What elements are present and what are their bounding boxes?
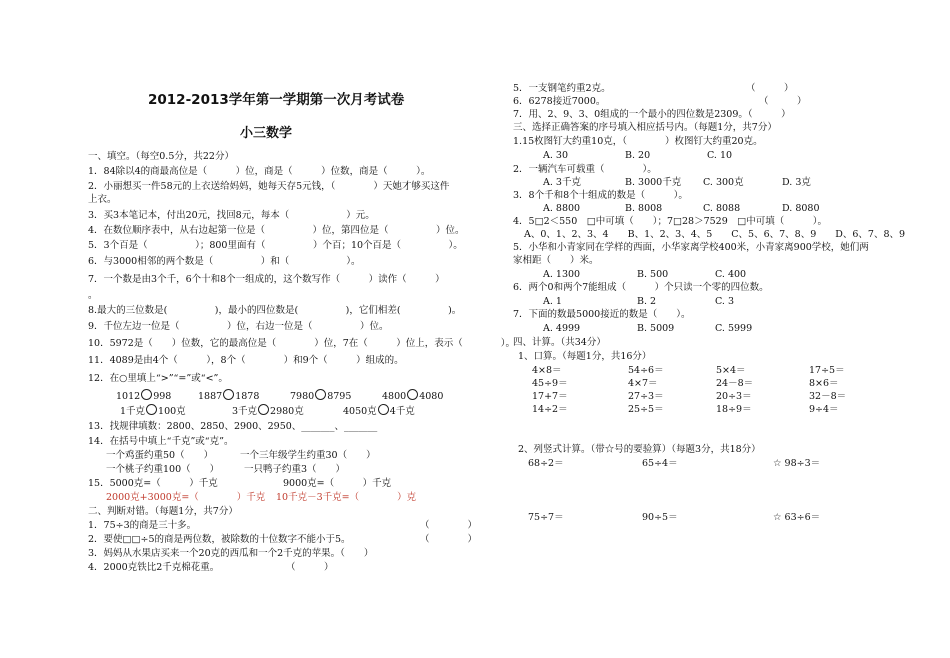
compare-circle[interactable] [407, 389, 418, 400]
question-14-item-2: 一个三年级学生约重30（ ） [240, 450, 376, 461]
question-4: 4．在数位顺序表中，从右边起第一位是（ ）位，第四位是（ ）位。 [88, 225, 465, 236]
vertical-2-3: ☆ 63÷6＝ [773, 512, 821, 523]
question-7-cont: 。 [88, 290, 98, 301]
compare-5-left: 1千克 [120, 406, 146, 417]
choice-3-d: D. 8080 [782, 203, 820, 214]
oral-3-1: 17+7＝ [532, 391, 568, 402]
compare-2-left: 1887 [198, 391, 223, 402]
choice-3-b: B. 8008 [625, 203, 663, 214]
question-15-d: 10千克－3千克=（ ）克 [276, 492, 417, 503]
choice-5-cont: 家相距（ ）米。 [513, 255, 599, 266]
compare-4-right: 4080 [419, 391, 444, 402]
oral-2-1: 45÷9＝ [532, 378, 568, 389]
compare-row-2b [232, 404, 304, 418]
compare-4-left: 4800 [382, 391, 407, 402]
oral-2-2: 4×7＝ [628, 378, 658, 389]
compare-circle[interactable] [258, 404, 269, 415]
judge-5: 5．一支钢笔约重2克。 [513, 83, 611, 94]
judge-1: 1．75÷3的商是三十多。 [88, 520, 197, 531]
question-15-c: 2000克+3000克=（ ）千克 [106, 492, 266, 503]
question-14-item-4: 一只鸭子约重3（ ） [244, 464, 346, 475]
judge-6-paren: （ ） [759, 96, 807, 107]
compare-circle[interactable] [141, 389, 152, 400]
question-7: 7．一个数是由3个千，6个十和8个一组成的，这个数写作（ ）读作（ ） [88, 274, 445, 285]
judge-2: 2．要使□□÷5的商是两位数，被除数的十位数字不能小于5。 [88, 534, 351, 545]
vertical-1-3: ☆ 98÷3＝ [773, 458, 821, 469]
choice-6: 6．两个0和两个7能组成（ ）个只读一个零的四位数。 [513, 282, 769, 293]
choice-6-c: C. 3 [715, 296, 735, 307]
oral-4-3: 18÷9＝ [716, 404, 752, 415]
choice-3: 3．8个千和8个十组成的数是（ ）。 [513, 190, 688, 201]
choice-2-d: D. 3克 [782, 177, 811, 188]
choice-2: 2．一辆汽车可载重（ ）。 [513, 164, 657, 175]
judge-7: 7．用、2、9、3、0组成的一个最小的四位数是2309。（ ） [513, 109, 791, 120]
oral-4-4: 9÷4＝ [809, 404, 839, 415]
oral-2-3: 24－8＝ [716, 378, 754, 389]
oral-4-2: 25÷5＝ [628, 404, 664, 415]
section-2-heading: 二、判断对错。（每题1分，共7分） [88, 506, 238, 517]
judge-2-paren: （ ） [420, 534, 478, 545]
judge-4: 4．2000克铁比2千克棉花重。 [88, 562, 220, 573]
choice-5: 5．小华和小青家同在学样的西面，小华家离学校400米，小青家离900学校，她们两 [513, 242, 869, 253]
choice-7: 7．下面的数最5000接近的数是（ ）。 [513, 309, 691, 320]
choice-2-a: A. 3千克 [543, 177, 581, 188]
compare-3-left: 7980 [290, 391, 315, 402]
question-14-item-3: 一个桃子约重100（ ） [106, 464, 220, 475]
question-14-item-1: 一个鸡蛋约重50（ ） [106, 450, 214, 461]
choice-2-b: B. 3000千克 [625, 177, 682, 188]
question-3: 3．买3本笔记本，付出20元，找回8元，每本（ ）元。 [88, 210, 375, 221]
question-12: 12．在○里填上“>”“=”或“<”。 [88, 373, 228, 384]
question-6: 6．与3000相邻的两个数是（ ）和（ ）。 [88, 256, 361, 267]
oral-heading: 1、口算。（每题1分，共16分） [518, 351, 652, 362]
compare-7-right: 4千克 [389, 406, 415, 417]
choice-5-c: C. 400 [715, 269, 747, 280]
choice-1-a: A. 30 [543, 150, 568, 161]
question-15-a: 15．5000克=（ ）千克 [88, 478, 218, 489]
compare-row-1 [116, 389, 171, 403]
oral-2-4: 8×6＝ [809, 378, 839, 389]
judge-1-paren: （ ） [420, 520, 478, 531]
vertical-1-2: 65÷4＝ [642, 458, 678, 469]
exam-title: 2012-2013学年第一学期第一次月考试卷 [148, 92, 405, 108]
compare-circle[interactable] [223, 389, 234, 400]
judge-6: 6．6278接近7000。 [513, 96, 606, 107]
choice-7-a: A. 4999 [543, 323, 581, 334]
oral-3-2: 27÷3＝ [628, 391, 664, 402]
compare-row-1b [198, 389, 259, 403]
compare-6-left: 3千克 [232, 406, 258, 417]
oral-1-2: 54÷6＝ [628, 365, 664, 376]
question-1: 1．84除以4的商最高位是（ ）位，商是（ ）位数，商是（ ）。 [88, 166, 431, 177]
vertical-2-2: 90÷5＝ [642, 512, 678, 523]
exam-subtitle: 小三数学 [240, 126, 293, 141]
vertical-1-1: 68÷2＝ [528, 458, 564, 469]
compare-1-right: 998 [153, 391, 172, 402]
question-8: 8.最大的三位数是( )，最小的四位数是( )，它们相差( )。 [88, 305, 462, 316]
section-3-heading: 三、选择正确答案的序号填入相应括号内。（每题1分，共7分） [513, 122, 777, 133]
compare-6-right: 2980克 [270, 406, 304, 417]
oral-1-4: 17÷5＝ [809, 365, 845, 376]
choice-2-c: C. 300克 [703, 177, 744, 188]
oral-1-1: 4×8＝ [532, 365, 562, 376]
section-1-heading: 一、填空。（每空0.5分，共22分） [88, 151, 234, 162]
choice-7-c: C. 5999 [715, 323, 753, 334]
choice-5-a: A. 1300 [543, 269, 581, 280]
question-10: 10．5972是（ ）位数，它的最高位是（ ）位，7在（ ）位上，表示（ ）。 [88, 338, 516, 349]
vertical-heading: 2、列竖式计算。（带☆号的要验算）（每题3分，共18分） [518, 444, 761, 455]
question-14: 14．在括号中填上“千克”或“克”。 [88, 436, 234, 447]
question-2: 2．小丽想买一件58元的上衣送给妈妈，她每天存5元钱，（ ）天她才够买这件 [88, 181, 450, 192]
question-2-cont: 上衣。 [88, 194, 117, 205]
section-4-heading: 四、计算。（共34分） [513, 337, 606, 348]
compare-row-1c [290, 389, 351, 403]
compare-circle[interactable] [146, 404, 157, 415]
question-15-b: 9000克=（ ）千克 [283, 478, 392, 489]
compare-circle[interactable] [378, 404, 389, 415]
oral-4-1: 14÷2＝ [532, 404, 568, 415]
choice-4-options: A、0、1、2、3、4 B、1、2、3、4、5 C、5、6、7、8、9 D、6、7、8、9 [524, 229, 906, 240]
question-13: 13．找规律填数：2800、2850、2900、2950、_______、_______ [88, 421, 378, 432]
compare-3-right: 8795 [327, 391, 352, 402]
oral-1-3: 5×4＝ [716, 365, 746, 376]
compare-row-2c [343, 404, 415, 418]
judge-5-paren: （ ） [746, 83, 794, 94]
compare-1-left: 1012 [116, 391, 141, 402]
choice-1: 1.15枚图钉大约重10克，（ ）枚图钉大约重20克。 [513, 136, 763, 147]
choice-6-b: B. 2 [637, 296, 657, 307]
compare-7-left: 4050克 [343, 406, 377, 417]
compare-2-right: 1878 [235, 391, 260, 402]
judge-4-paren: （ ） [286, 562, 334, 573]
compare-row-2 [120, 404, 186, 418]
compare-row-1d [382, 389, 443, 403]
choice-7-b: B. 5009 [637, 323, 675, 334]
choice-6-a: A. 1 [543, 296, 562, 307]
compare-circle[interactable] [315, 389, 326, 400]
oral-3-3: 20÷3＝ [716, 391, 752, 402]
choice-1-c: C. 10 [707, 150, 733, 161]
question-11: 11．4089是由4个（ ），8个（ ）和9个（ ）组成的。 [88, 355, 404, 366]
oral-3-4: 32－8＝ [809, 391, 847, 402]
question-5: 5．3个百是（ ）；800里面有（ ）个百；10个百是（ ）。 [88, 240, 463, 251]
choice-3-a: A. 8800 [543, 203, 581, 214]
choice-4: 4．5□2＜550 □中可填（ ）；7□28＞7529 □中可填（ ）。 [513, 216, 827, 227]
choice-5-b: B. 500 [637, 269, 669, 280]
vertical-2-1: 75÷7＝ [528, 512, 564, 523]
choice-3-c: C. 8088 [703, 203, 741, 214]
question-9: 9．千位左边一位是（ ）位，右边一位是（ ）位。 [88, 321, 389, 332]
judge-3: 3．妈妈从水果店买来一个20克的西瓜和一个2千克的苹果。（ ） [88, 548, 374, 559]
choice-1-b: B. 20 [625, 150, 651, 161]
compare-5-right: 100克 [158, 406, 186, 417]
